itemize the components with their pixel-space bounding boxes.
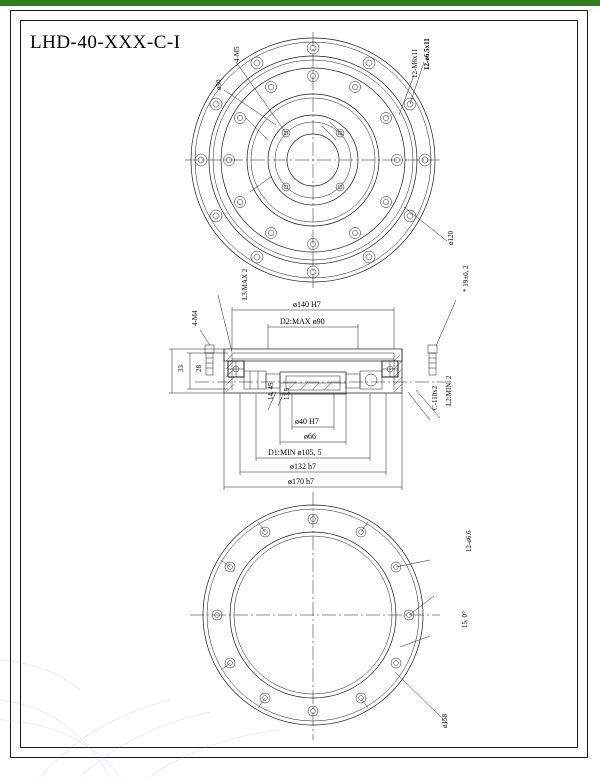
label-dia-140-h7: ø140 H7 <box>293 300 321 309</box>
label-dim-28: 28 <box>195 365 203 372</box>
label-holes-12-66: 12-ø6.6 <box>465 530 473 552</box>
label-dim-135: 13,5 <box>283 387 291 400</box>
label-thread-depth: L3:MAX 2 <box>241 268 249 300</box>
label-holes-m5: 4-M5 <box>233 46 241 62</box>
page-title: LHD-40-XXX-C-I <box>30 32 181 53</box>
label-dia-158: ø158 <box>441 714 449 728</box>
label-dia-120: ø120 <box>447 231 455 245</box>
label-dia-170-h7: ø170 h7 <box>288 477 314 486</box>
label-d1-min-1055: D1:MIN ø105, 5 <box>268 448 322 457</box>
label-dim-33: 33 <box>177 365 185 372</box>
label-bolt-circle-50: ø50 <box>215 79 223 90</box>
label-angle-15: 15, 0° <box>461 611 469 628</box>
label-holes-m6x11: 12-M6x11 <box>411 48 419 78</box>
top-view-geometry <box>185 32 447 290</box>
label-c-110x2: C-110x2 <box>431 385 439 410</box>
label-dia-40-h7: ø40 H7 <box>295 417 319 426</box>
bottom-view-geometry <box>190 492 448 740</box>
label-dia-132-h7: ø132 h7 <box>290 462 316 471</box>
label-dia-66: ø66 <box>304 432 316 441</box>
label-angle-19: * 19±0, 2 <box>462 265 470 292</box>
label-holes-4-m4: 4-M4 <box>191 310 199 326</box>
label-dim-1445: 14, 45 <box>267 382 275 400</box>
label-d2-max-90: D2:MAX ø90 <box>280 317 325 326</box>
label-l2-min-2: L2:MIN. 2 <box>445 375 453 406</box>
label-holes-65x11: 12-ø6.5x11 <box>423 38 431 70</box>
